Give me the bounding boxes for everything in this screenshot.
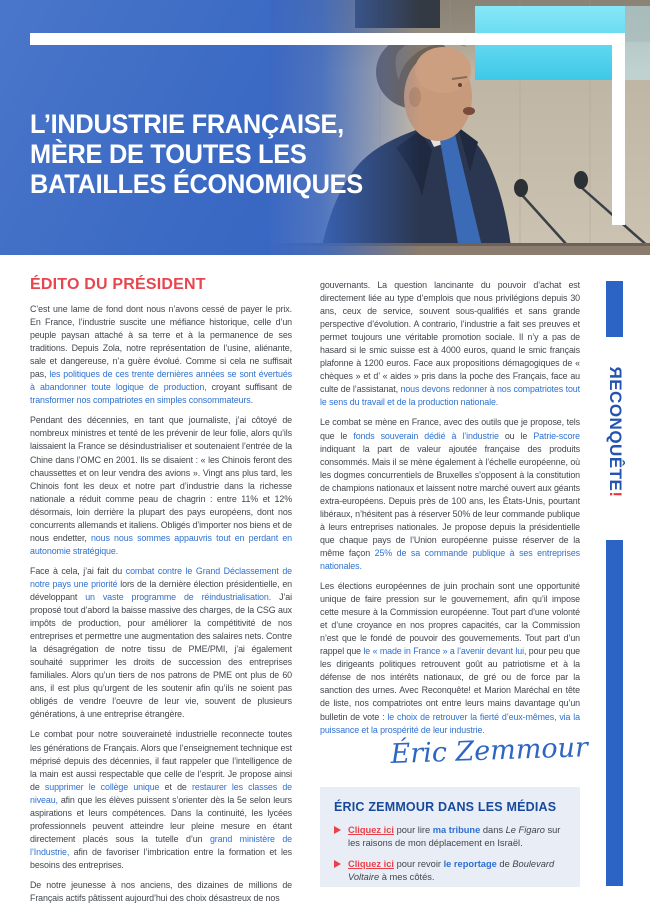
hl-text: fonds souverain dédié à l’industrie	[353, 430, 499, 441]
text: sur les raisons de mon déplacement en Israël.	[348, 825, 561, 848]
text: pour peu que les dirigeants politiques retrouvent goût au patriotisme et à la défense de nos intérêts nationaux, de gré ou de force par la sanction des urnes. Avec Reconquête! et Marion Maréchal en tête de liste, nos compatriotes ont entre leurs mains davantage qu’un bulletin de vote :	[320, 646, 580, 722]
media-item-text	[348, 858, 566, 884]
text: croyant suffisant de	[206, 382, 292, 393]
it-text: Boulevard Voltaire	[348, 859, 555, 882]
media-item-text	[348, 824, 566, 850]
cliquez-ici-link[interactable]: Cliquez ici	[348, 859, 394, 869]
text: Pendant des décennies, en tant que journaliste, j’ai côtoyé de nombreux ministres et tenté de les prévenir de leur folie, alors qu’ils laissaient la France se désindustrialiser et soutenaient l’entrée de la Chine dans l’OMC en 2001. Ils se disaient : « les Chinois feront des chaussettes et on leur vendra des avions ». Vingt ans plus tard, les Chinois font les deux et notre part d’industrie dans la richesse nationale a réduit comme peau de chagrin : entre 11% et 12% désormais, loin derrière la plupart des pays européens, dont nos concurrents allemands et italiens. Obligés d’importer nos biens et de nous endetter,	[30, 415, 292, 543]
accent-bar-top	[606, 281, 623, 337]
reconquete-logo-word: ECONQUÊTE	[606, 379, 625, 492]
text: Le combat pour notre souveraineté industrielle reconnecte toutes les générations de Français. Alors que l’enseignement technique est méprisé depuis des décennies, il faut rappeler que l’intelligence de la main est aussi respectable que celle de l’esprit. Je propose ainsi de	[30, 729, 292, 792]
text: gouvernants. La question lancinante du pouvoir d’achat est directement liée au type d’emplois que nous privilégions depuis 30 ans, ceux de service, souvent sous-qualifiés et sans grande perspective d’évolution. A contrario, l’industrie a fait ses preuves et permet toujours une véritable promotion sociale. Il n’y a pas de hasard si le smic suisse est à 4000 euros, quand le smic français plafonne à 1200 euros. Face aux propositions démagogiques de « chèques » et d’ « aides » pris dans la poche des Français, face au culte de l’assistanat,	[320, 280, 580, 395]
text: Les élections européennes de juin prochain sont une opportunité unique de faire pression sur le gouvernement, afin qu’il impose cette mesure à la Commission européenne. Tout part d’une volonté et d’une croyance en nos propres capacités, car la Commission n’est que le fondé de pouvoir des gouvernements. Tout part d’un rappel que	[320, 581, 580, 657]
bullet-triangle-icon	[334, 826, 341, 834]
text: C’est une lame de fond dont nous n’avons cessé de payer le prix. En France, l’industrie suscite une méfiance historique, celle d’un peuple paysan attaché à sa terre et à la permanence de ses traditions. Depuis Zola, notre représentation de l’usine, aliénante, sale et dangereuse, n’a guère évolué. Comme si cela ne suffisait pas,	[30, 304, 292, 380]
edito-left-column	[30, 276, 292, 912]
edito-paragraph	[30, 414, 292, 558]
text: indiquant la part de valeur ajoutée française des produits consommés. Mais il se mène également à l’échelle européenne, où les dogmes concurrentiels de Bruxelles s’opposent à la constitution de champions nationaux et laissent notre marché ouvert aux géants extra-européens. Depuis près de 100 ans, les États-Unis, pourtant libéraux, n’hésitent pas à réserver 50% de leur commande publique à leurs entreprises nationales. Je propose depuis la présidentielle que chaque pays de l’Union européenne puisse réserver de la même façon	[320, 443, 580, 558]
signature: Éric Zemmour	[390, 732, 589, 771]
hl-text: combat contre le Grand Déclassement de notre pays une priorité	[30, 565, 293, 589]
hl-text: les politiques de ces trente dernières années se sont évertués à abandonner toute logique de production,	[30, 369, 292, 393]
text: pour lire	[393, 825, 433, 835]
text: de	[496, 859, 513, 869]
text: afin que les élèves puissent s’orienter dès la 5e selon leurs aspirations et leurs compétences. Dans la continuité, les lycées professionnels peuvent atteindre leur pleine mesure en étant directement placés sous la tutelle d’un	[30, 794, 292, 844]
media-box-title: ÉRIC ZEMMOUR DANS LES MÉDIAS	[334, 800, 557, 814]
hero-title-line: L’INDUSTRIE FRANÇAISE,	[30, 109, 344, 139]
hl-text: le « made in France » a l’avenir devant lui,	[363, 646, 527, 657]
media-box	[320, 787, 580, 887]
media-item	[334, 858, 566, 884]
hl-text: grand ministère de l’Industrie,	[30, 833, 292, 857]
edito-paragraph	[30, 565, 292, 722]
it-text: Le Figaro	[505, 825, 545, 835]
cliquez-ici-link[interactable]: Cliquez ici	[348, 825, 394, 835]
edito-paragraph	[30, 879, 292, 905]
text: ou le	[498, 430, 534, 441]
bullet-triangle-icon	[334, 860, 341, 868]
frame-decoration-top	[30, 33, 625, 45]
hero-title-line: BATAILLES ÉCONOMIQUES	[30, 169, 363, 199]
hl-text: un vaste programme de réindustrialisation.	[85, 591, 272, 602]
edito-heading: ÉDITO DU PRÉSIDENT	[30, 276, 206, 293]
hl-text: transformer nos compatriotes en simples consommateurs.	[30, 395, 253, 406]
media-item	[334, 824, 566, 850]
ma-tribune-link[interactable]: ma tribune	[432, 825, 481, 835]
text: afin de favoriser l’imbrication entre la formation et les besoins des entreprises.	[30, 846, 292, 870]
hero-title-line: MÈRE DE TOUTES LES	[30, 139, 307, 169]
text: J’ai proposé tout d’abord la baisse massive des charges, de la CSG aux impôts de production, pour améliorer la compétitivité de nos entreprises et permettre une augmentation des salaires nets. Contre la désagrégation de notre tissu de PME/PMI, j’ai également souhaité supprimer les droits de succession des entreprises familiales. Alors qu’un tiers de nos patrons de PME ont plus de 60 ans, il est plus qu’urgent de les soutenir afin qu’ils ne soient pas obligés de vendre l’oeuvre de leur vie, souvent de plusieurs générations, à une entreprise étrangère.	[30, 591, 292, 720]
edito-right-column	[320, 279, 580, 744]
text: dans	[480, 825, 506, 835]
hl-text: le choix de retrouver la fierté d’eux-mêmes, via la puissance et la prospérité de leur industrie.	[320, 711, 581, 735]
reconquete-logo	[603, 357, 625, 507]
hl-text: Patrie-score	[533, 430, 580, 441]
edito-paragraph	[320, 416, 580, 573]
text: et de	[159, 781, 193, 792]
frame-decoration-right	[612, 33, 625, 225]
text: Le combat se mène en France, avec des outils que je propose, tels que le	[320, 417, 580, 441]
hl-text: restaurer les classes de niveau,	[30, 781, 292, 805]
text: De notre jeunesse à nos anciens, des dizaines de millions de Français actifs pâtissent aujourd’hui des choix désastreux de nos	[30, 879, 292, 904]
hl-text: nous devons redonner à nos compatriotes tout le sens du travail et de la production nationale.	[320, 384, 580, 408]
hl-text: 25% de sa commande publique à ses entreprises nationales.	[320, 547, 580, 571]
text: pour revoir	[393, 859, 444, 869]
edito-paragraph	[320, 580, 580, 737]
le-reportage-link[interactable]: le reportage	[443, 859, 497, 869]
reconquete-logo-reversed-r: R	[606, 366, 625, 380]
edito-paragraph	[320, 279, 580, 409]
hl-text: supprimer le collège unique	[44, 781, 160, 792]
hl-text: nous nous sommes appauvris tout en perdant en autonomie stratégique.	[30, 532, 292, 556]
accent-bar-bottom	[606, 540, 623, 886]
hero-title	[30, 109, 363, 199]
text: lors de la dernière élection présidentielle, en développant	[30, 578, 292, 602]
text: à mes côtés.	[379, 872, 435, 882]
edito-paragraph	[30, 728, 292, 872]
hero-banner	[0, 0, 650, 255]
text: Face à cela, j’ai fait du	[30, 565, 126, 576]
edito-paragraph	[30, 303, 292, 407]
reconquete-logo-exclamation: !	[606, 491, 625, 498]
